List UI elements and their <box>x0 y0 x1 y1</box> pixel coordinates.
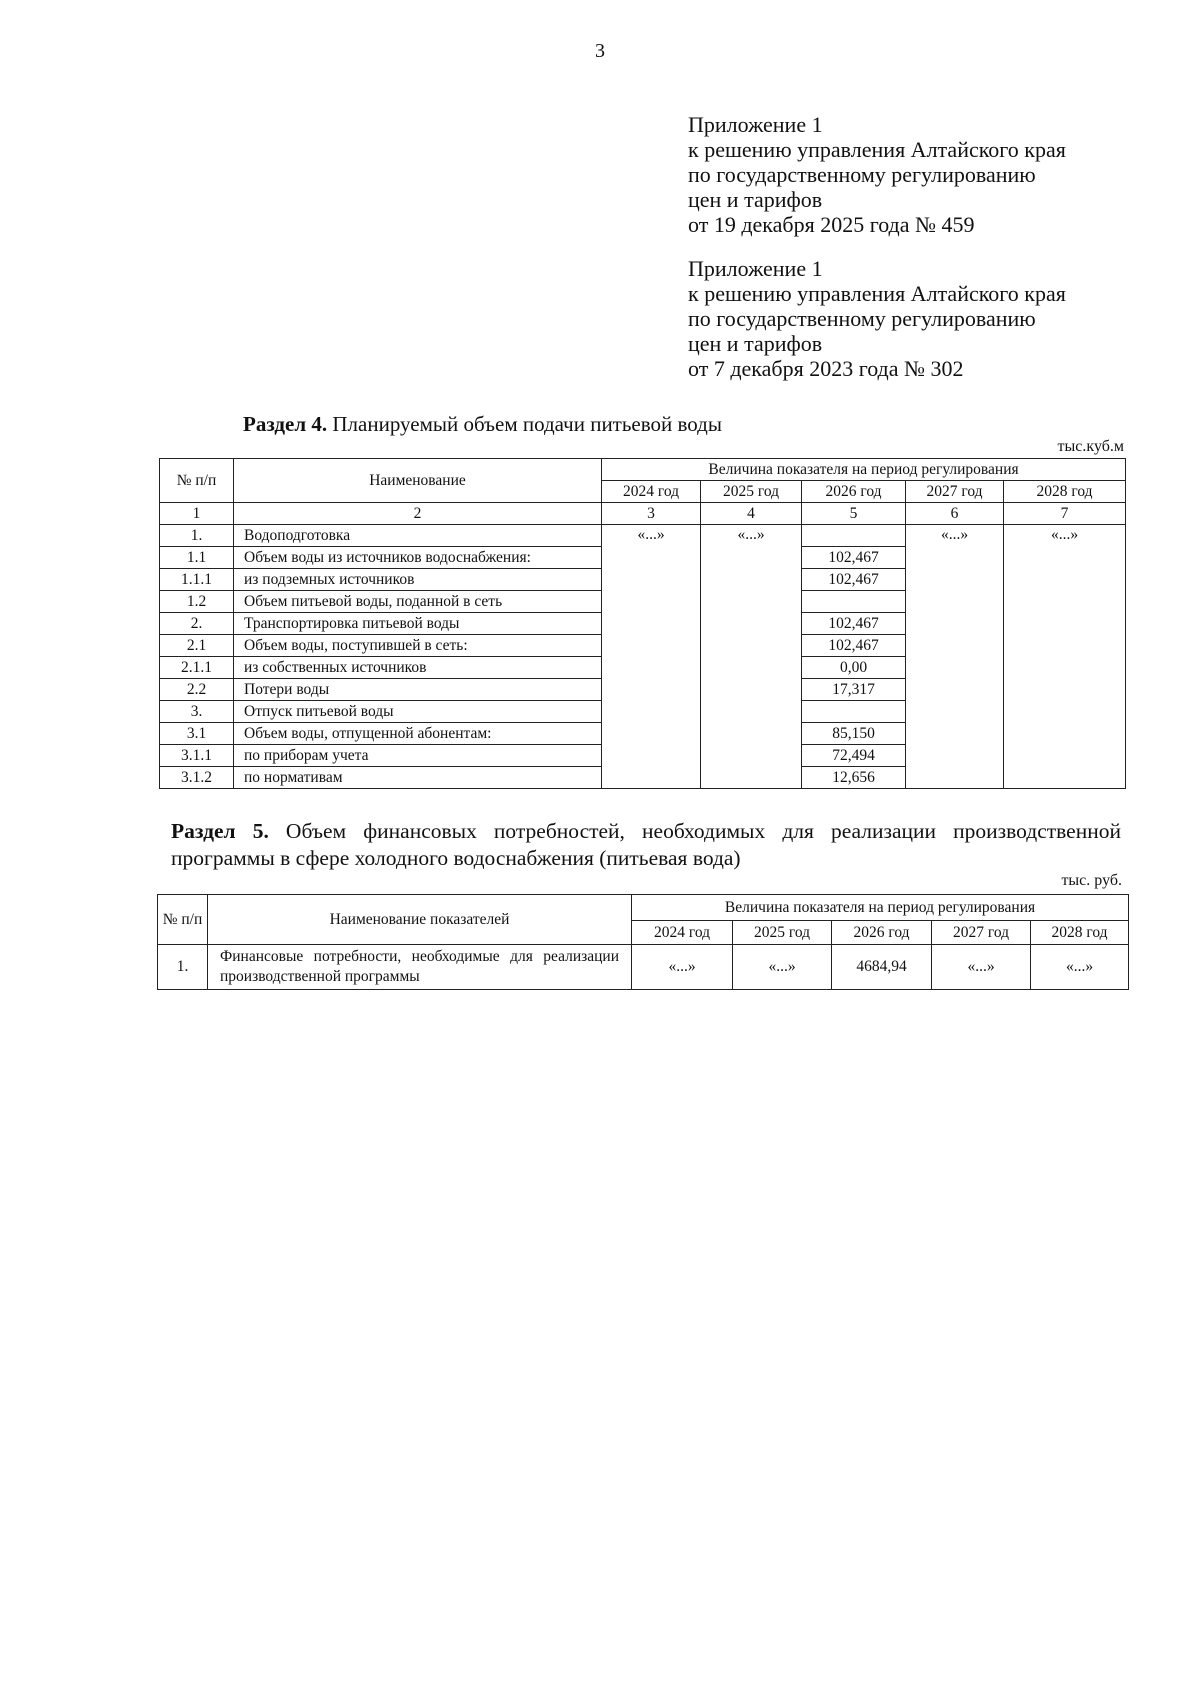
appendix-current-block <box>688 112 1066 237</box>
value-2026 <box>802 525 906 547</box>
row-num: 1. <box>158 945 208 990</box>
row-num: 1.2 <box>160 591 234 613</box>
row-num: 2. <box>160 613 234 635</box>
value-2026: 0,00 <box>802 657 906 679</box>
row-name: Отпуск питьевой воды <box>234 701 602 723</box>
column-number: 2 <box>234 503 602 525</box>
header-year: 2026 год <box>802 481 906 503</box>
row-num: 1. <box>160 525 234 547</box>
section4-heading <box>243 412 722 437</box>
section5-title: Объем финансовых потребностей, необходимых для реализации производственной программы в сфере холодного водоснабжения (питьевая вода) <box>171 819 1121 870</box>
value-2028-placeholder: «...» <box>1004 525 1126 789</box>
row-num: 3. <box>160 701 234 723</box>
row-name: по нормативам <box>234 767 602 789</box>
row-name: Объем воды, отпущенной абонентам: <box>234 723 602 745</box>
row-num: 2.1 <box>160 635 234 657</box>
appendix-line: к решению управления Алтайского края <box>688 281 1066 306</box>
row-name: из подземных источников <box>234 569 602 591</box>
financial-needs-table <box>157 894 1129 990</box>
row-name: Объем питьевой воды, поданной в сеть <box>234 591 602 613</box>
section5-label: Раздел 5. <box>171 819 269 843</box>
value-2026: 102,467 <box>802 569 906 591</box>
row-name: Водоподготовка <box>234 525 602 547</box>
header-year: 2024 год <box>632 921 733 945</box>
value-2026 <box>802 701 906 723</box>
appendix-line: к решению управления Алтайского края <box>688 137 1066 162</box>
header-year: 2025 год <box>701 481 802 503</box>
appendix-line: по государственному регулированию <box>688 162 1036 187</box>
value-2028: «...» <box>1031 945 1129 990</box>
header-year: 2027 год <box>932 921 1031 945</box>
row-num: 3.1 <box>160 723 234 745</box>
section5-heading <box>171 818 1121 872</box>
appendix-title: Приложение 1 <box>688 256 823 281</box>
appendix-line: от 19 декабря 2025 года № 459 <box>688 212 975 237</box>
value-2024-placeholder: «...» <box>602 525 701 789</box>
row-name: по приборам учета <box>234 745 602 767</box>
value-2026: 102,467 <box>802 635 906 657</box>
row-num: 2.2 <box>160 679 234 701</box>
value-2026: 102,467 <box>802 547 906 569</box>
value-2027-placeholder: «...» <box>906 525 1004 789</box>
value-2025-placeholder: «...» <box>701 525 802 789</box>
water-volume-table <box>159 458 1126 789</box>
section4-title: Планируемый объем подачи питьевой воды <box>332 412 722 436</box>
appendix-line: цен и тарифов <box>688 331 823 356</box>
header-year: 2028 год <box>1031 921 1129 945</box>
table-row <box>160 525 1126 547</box>
appendix-title: Приложение 1 <box>688 112 823 137</box>
row-num: 1.1 <box>160 547 234 569</box>
value-2026: 102,467 <box>802 613 906 635</box>
header-name: Наименование показателей <box>208 895 632 945</box>
value-2026: 17,317 <box>802 679 906 701</box>
value-2026: 4684,94 <box>832 945 932 990</box>
column-number: 7 <box>1004 503 1126 525</box>
header-year: 2027 год <box>906 481 1004 503</box>
row-name: Финансовые потребности, необходимые для реализации производственной программы <box>208 945 632 990</box>
column-number: 6 <box>906 503 1004 525</box>
row-name: Транспортировка питьевой воды <box>234 613 602 635</box>
row-name: Объем воды, поступившей в сеть: <box>234 635 602 657</box>
value-2025: «...» <box>733 945 832 990</box>
header-num: № п/п <box>158 895 208 945</box>
page-number: 3 <box>595 40 605 62</box>
appendix-line: от 7 декабря 2023 года № 302 <box>688 356 964 381</box>
column-number: 1 <box>160 503 234 525</box>
header-period: Величина показателя на период регулирования <box>602 459 1126 481</box>
row-name: Потери воды <box>234 679 602 701</box>
appendix-line: цен и тарифов <box>688 187 823 212</box>
value-2026 <box>802 591 906 613</box>
row-num: 3.1.2 <box>160 767 234 789</box>
section4-label: Раздел 4. <box>243 412 328 436</box>
header-year: 2025 год <box>733 921 832 945</box>
row-name: из собственных источников <box>234 657 602 679</box>
value-2026: 12,656 <box>802 767 906 789</box>
column-number: 5 <box>802 503 906 525</box>
value-2027: «...» <box>932 945 1031 990</box>
header-year: 2026 год <box>832 921 932 945</box>
header-year: 2024 год <box>602 481 701 503</box>
appendix-original-block <box>688 256 1066 381</box>
header-name: Наименование <box>234 459 602 503</box>
row-num: 1.1.1 <box>160 569 234 591</box>
appendix-line: по государственному регулированию <box>688 306 1036 331</box>
table-row <box>158 945 1129 990</box>
row-num: 2.1.1 <box>160 657 234 679</box>
header-year: 2028 год <box>1004 481 1126 503</box>
value-2026: 85,150 <box>802 723 906 745</box>
section5-unit: тыс. руб. <box>1061 872 1122 889</box>
section4-unit: тыс.куб.м <box>1057 438 1124 455</box>
column-number: 4 <box>701 503 802 525</box>
header-period: Величина показателя на период регулирования <box>632 895 1129 921</box>
value-2026: 72,494 <box>802 745 906 767</box>
row-num: 3.1.1 <box>160 745 234 767</box>
header-num: № п/п <box>160 459 234 503</box>
row-name: Объем воды из источников водоснабжения: <box>234 547 602 569</box>
column-number: 3 <box>602 503 701 525</box>
value-2024: «...» <box>632 945 733 990</box>
